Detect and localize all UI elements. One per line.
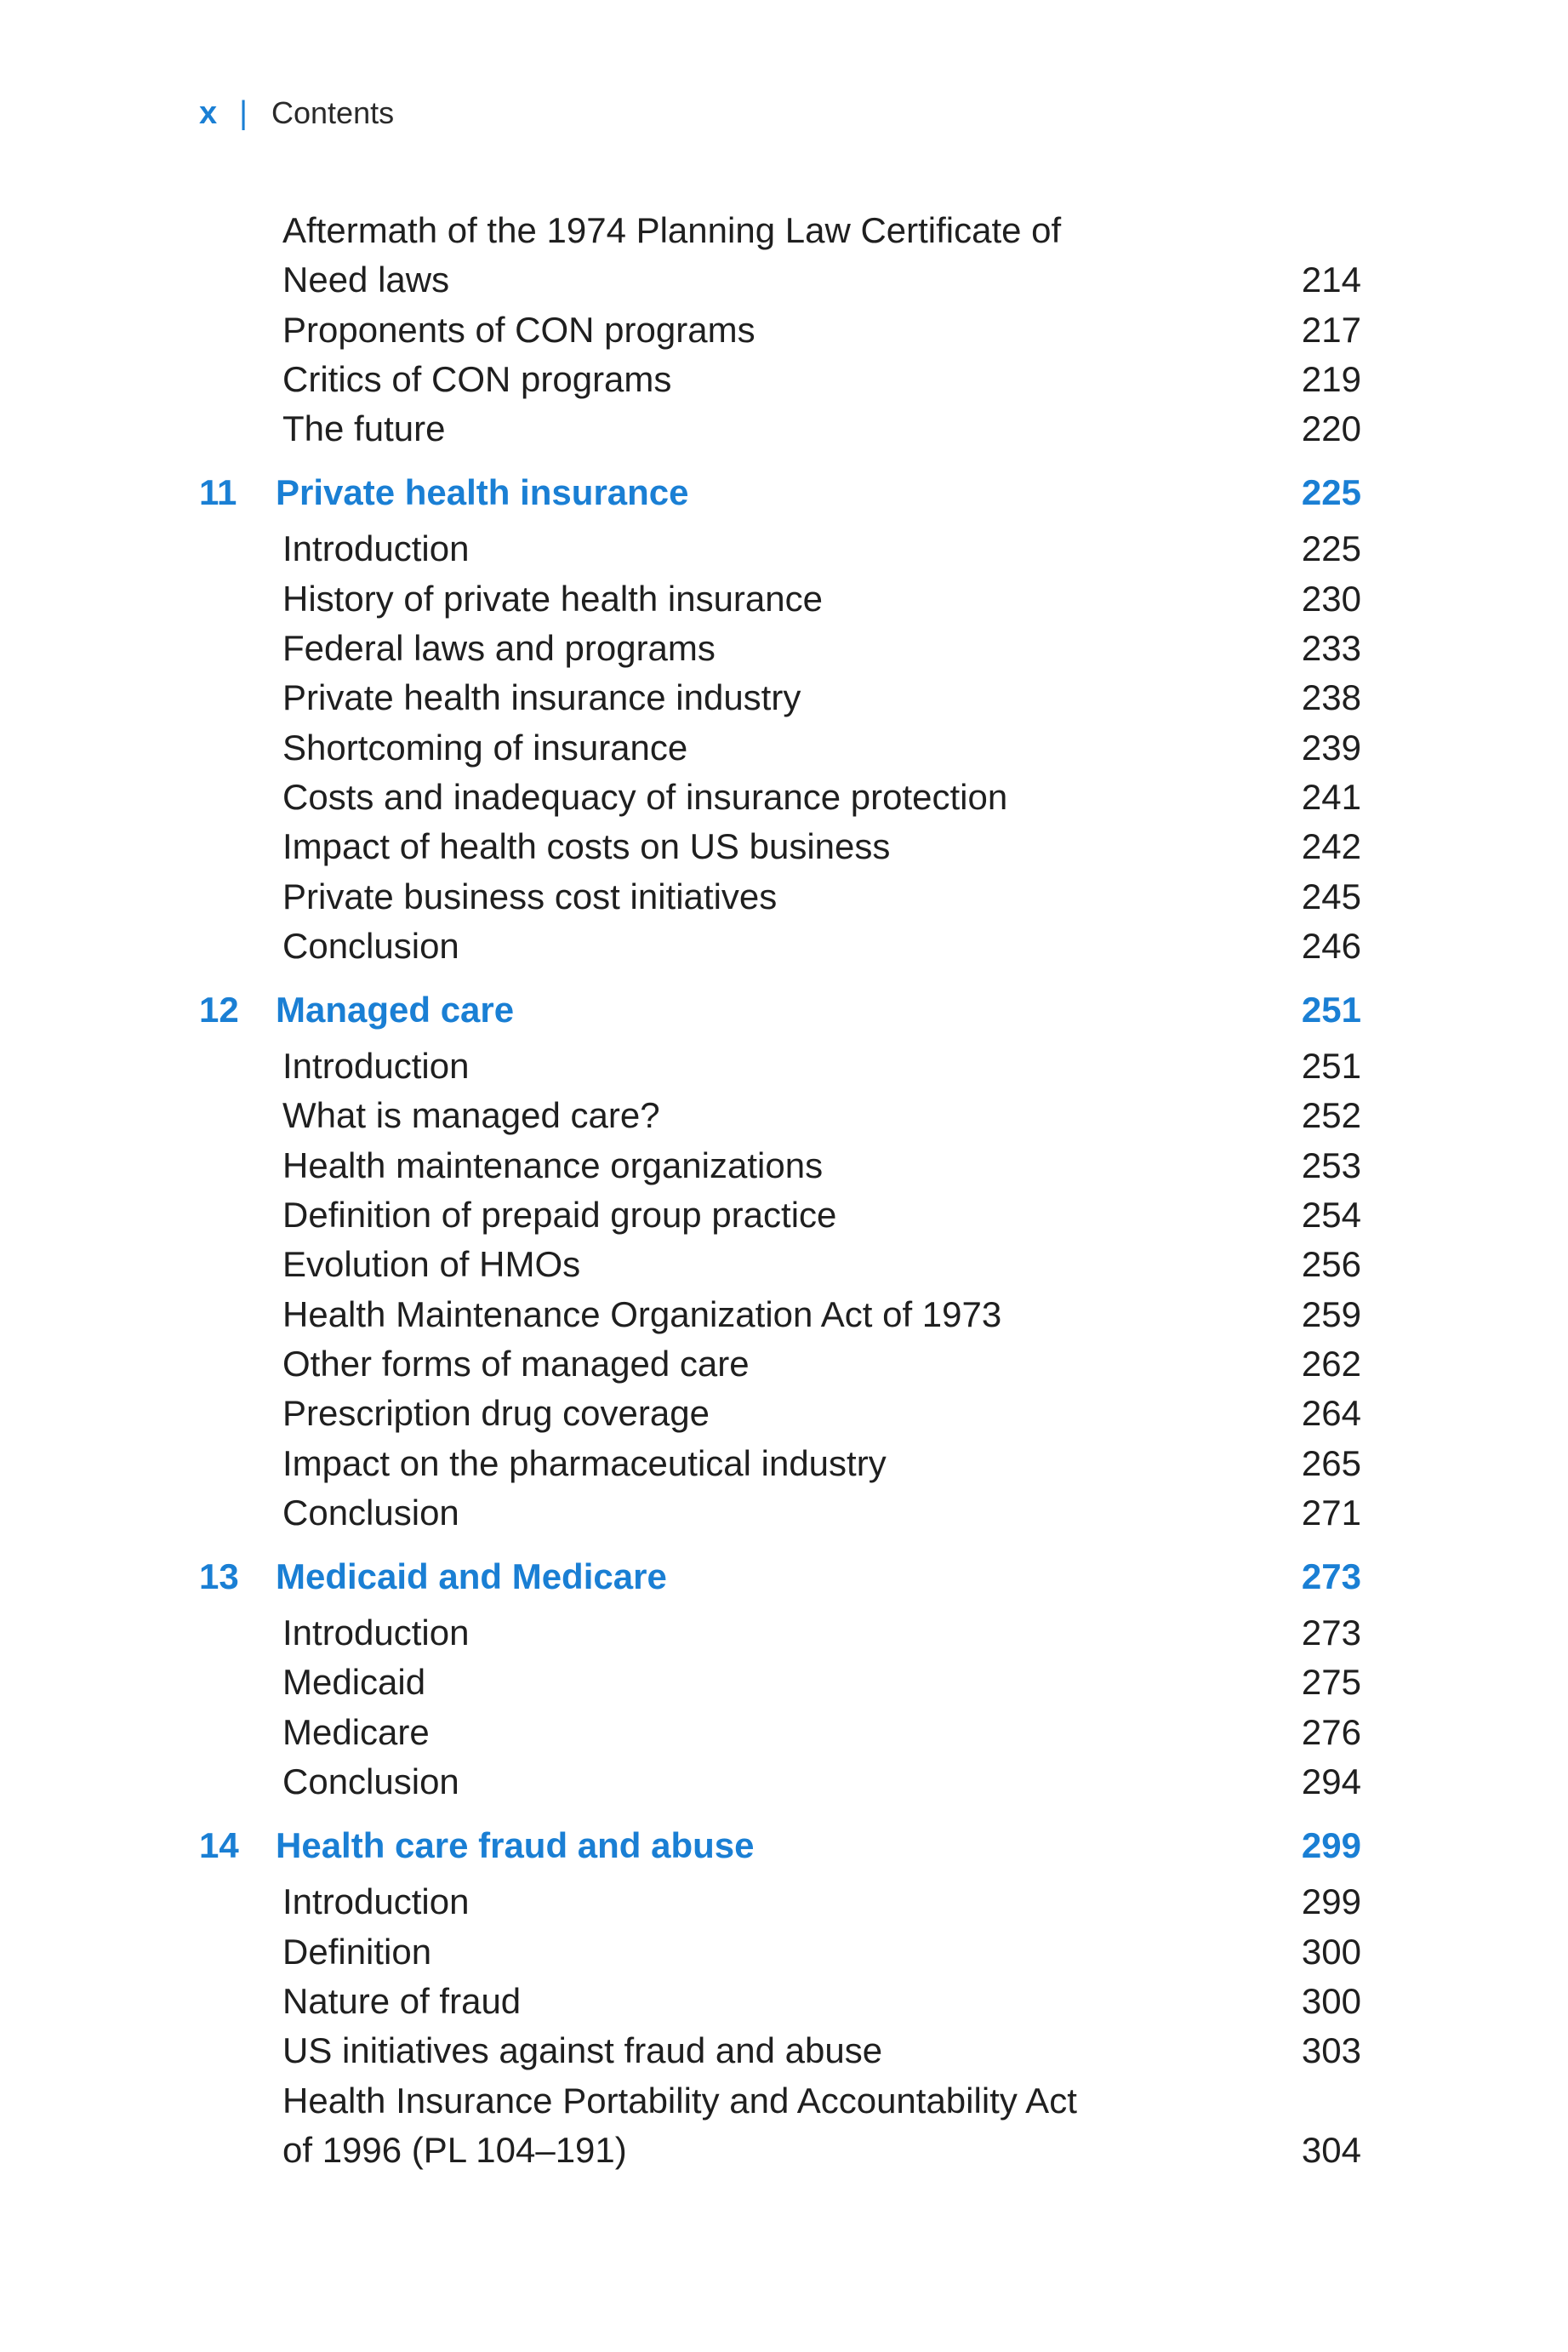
toc-entry-page: 245 (1301, 876, 1361, 916)
toc-entry[interactable] (199, 355, 1361, 404)
toc-entry[interactable] (199, 624, 1361, 673)
toc-entry[interactable] (199, 1757, 1361, 1807)
toc-entry-title: Health Insurance Portability and Accountability Act of 1996 (PL 104–191) (282, 2080, 1077, 2170)
toc-entry[interactable] (199, 2076, 1361, 2176)
toc-entry-title: US initiatives against fraud and abuse (282, 2030, 883, 2071)
toc-entry-title: Critics of CON programs (282, 358, 672, 399)
toc-entry[interactable] (199, 1389, 1361, 1438)
chapter-heading-13[interactable] (199, 1552, 1361, 1601)
toc-entry-title: Other forms of managed care (282, 1343, 750, 1384)
toc-entry[interactable] (199, 1339, 1361, 1389)
toc-entry-title: Conclusion (282, 925, 459, 966)
toc-entry-page: 264 (1301, 1393, 1361, 1434)
toc-entry[interactable] (199, 524, 1361, 574)
toc-entry-page: 238 (1301, 677, 1361, 718)
toc-entry-page: 254 (1301, 1195, 1361, 1236)
toc-entry-title: Health Maintenance Organization Act of 1973 (282, 1293, 1002, 1334)
toc-entry[interactable] (199, 1977, 1361, 2026)
toc-entry-page: 220 (1301, 408, 1361, 449)
toc-entry[interactable] (199, 404, 1361, 454)
toc-entry-page: 217 (1301, 309, 1361, 350)
toc-entry-page: 233 (1301, 628, 1361, 669)
toc-entry-title: Definition (282, 1931, 432, 1972)
toc-entry[interactable] (199, 773, 1361, 822)
toc-entry-page: 299 (1301, 1881, 1361, 1922)
toc-entry-page: 265 (1301, 1442, 1361, 1483)
toc-entry[interactable] (199, 673, 1361, 722)
header-separator: | (239, 94, 248, 131)
toc-entry-title: Definition of prepaid group practice (282, 1195, 837, 1236)
toc-entry[interactable] (199, 206, 1361, 305)
toc-entry[interactable] (199, 723, 1361, 773)
toc-entry-title: History of private health insurance (282, 578, 823, 619)
toc-entry[interactable] (199, 1658, 1361, 1707)
toc-entry-page: 252 (1301, 1095, 1361, 1136)
toc-entry[interactable] (199, 1091, 1361, 1140)
toc-entry-page: 230 (1301, 578, 1361, 619)
toc-entry-page: 262 (1301, 1343, 1361, 1384)
toc-entry-page: 276 (1301, 1711, 1361, 1752)
toc-entry-title: Conclusion (282, 1492, 459, 1533)
running-head (199, 92, 394, 134)
toc-entry-title: Prescription drug coverage (282, 1393, 710, 1434)
toc-entry-title: What is managed care? (282, 1095, 660, 1136)
toc-entry[interactable] (199, 1877, 1361, 1927)
toc-entry-page: 214 (1301, 260, 1361, 300)
toc-entry-title: Evolution of HMOs (282, 1244, 581, 1285)
toc-entry-title: Proponents of CON programs (282, 309, 755, 350)
chapter-number: 12 (199, 990, 239, 1030)
toc-entry[interactable] (199, 1488, 1361, 1538)
toc-entry-title: Nature of fraud (282, 1980, 522, 2021)
chapter-page: 299 (1301, 1825, 1361, 1866)
chapter-title: Medicaid and Medicare (276, 1556, 667, 1597)
chapter-heading-12[interactable] (199, 985, 1361, 1035)
chapter-heading-11[interactable] (199, 468, 1361, 517)
toc-entry[interactable] (199, 1439, 1361, 1488)
toc-entry-page: 239 (1301, 727, 1361, 768)
toc-entry-page: 259 (1301, 1293, 1361, 1334)
toc-entry[interactable] (199, 1608, 1361, 1658)
toc-entry[interactable] (199, 822, 1361, 871)
section-title: Contents (271, 95, 395, 130)
toc-entry[interactable] (199, 1290, 1361, 1339)
toc-entry-page: 256 (1301, 1244, 1361, 1285)
toc-entry-title: Conclusion (282, 1761, 459, 1802)
toc-entry-page: 225 (1301, 528, 1361, 569)
toc-entry-page: 300 (1301, 1931, 1361, 1972)
toc-entry-title: Introduction (282, 1613, 470, 1653)
chapter-page: 273 (1301, 1556, 1361, 1597)
chapter-number: 11 (199, 472, 237, 513)
chapter-page: 225 (1301, 472, 1361, 513)
chapter-number: 13 (199, 1556, 239, 1597)
toc-entry-title: Medicare (282, 1711, 430, 1752)
toc-entry-title: Private health insurance industry (282, 677, 801, 718)
toc-entry[interactable] (199, 1141, 1361, 1190)
toc-entry-page: 253 (1301, 1145, 1361, 1185)
chapter-title: Health care fraud and abuse (276, 1825, 755, 1866)
toc-entry[interactable] (199, 1240, 1361, 1289)
toc-entry-title: Private business cost initiatives (282, 876, 778, 916)
toc-entry-page: 219 (1301, 358, 1361, 399)
toc-entry-title: Introduction (282, 528, 470, 569)
toc-entry[interactable] (199, 2026, 1361, 2075)
toc-entry-title: Federal laws and programs (282, 628, 716, 669)
chapter-number: 14 (199, 1825, 239, 1866)
toc-entry[interactable] (199, 574, 1361, 624)
toc-entry-page: 246 (1301, 925, 1361, 966)
toc-entry-title: The future (282, 408, 446, 449)
toc-entry-title: Impact on the pharmaceutical industry (282, 1442, 887, 1483)
toc-entry-page: 300 (1301, 1980, 1361, 2021)
table-of-contents (199, 206, 1361, 2175)
toc-entry-page: 294 (1301, 1761, 1361, 1802)
chapter-page: 251 (1301, 990, 1361, 1030)
chapter-title: Managed care (276, 990, 515, 1030)
toc-entry-page: 304 (1301, 2129, 1361, 2170)
toc-entry-title: Health maintenance organizations (282, 1145, 824, 1185)
toc-entry-page: 303 (1301, 2030, 1361, 2071)
toc-entry[interactable] (199, 1190, 1361, 1240)
toc-entry-title: Aftermath of the 1974 Planning Law Certificate of Need laws (282, 210, 1062, 300)
toc-entry-title: Medicaid (282, 1662, 426, 1703)
toc-entry-page: 242 (1301, 826, 1361, 867)
toc-entry[interactable] (199, 1042, 1361, 1091)
toc-entry-title: Shortcoming of insurance (282, 727, 688, 768)
toc-entry[interactable] (199, 1708, 1361, 1757)
chapter-heading-14[interactable] (199, 1821, 1361, 1870)
toc-entry-page: 273 (1301, 1613, 1361, 1653)
toc-entry-page: 251 (1301, 1046, 1361, 1087)
toc-entry-title: Impact of health costs on US business (282, 826, 891, 867)
chapter-title: Private health insurance (276, 472, 689, 513)
toc-entry-page: 275 (1301, 1662, 1361, 1703)
page-number: x (199, 94, 218, 131)
toc-entry[interactable] (199, 872, 1361, 922)
toc-entry-title: Introduction (282, 1881, 470, 1922)
toc-entry[interactable] (199, 1927, 1361, 1977)
toc-entry[interactable] (199, 922, 1361, 971)
toc-entry[interactable] (199, 305, 1361, 355)
toc-entry-title: Costs and inadequacy of insurance protection (282, 776, 1008, 817)
toc-entry-page: 241 (1301, 776, 1361, 817)
toc-entry-title: Introduction (282, 1046, 470, 1087)
toc-entry-page: 271 (1301, 1492, 1361, 1533)
